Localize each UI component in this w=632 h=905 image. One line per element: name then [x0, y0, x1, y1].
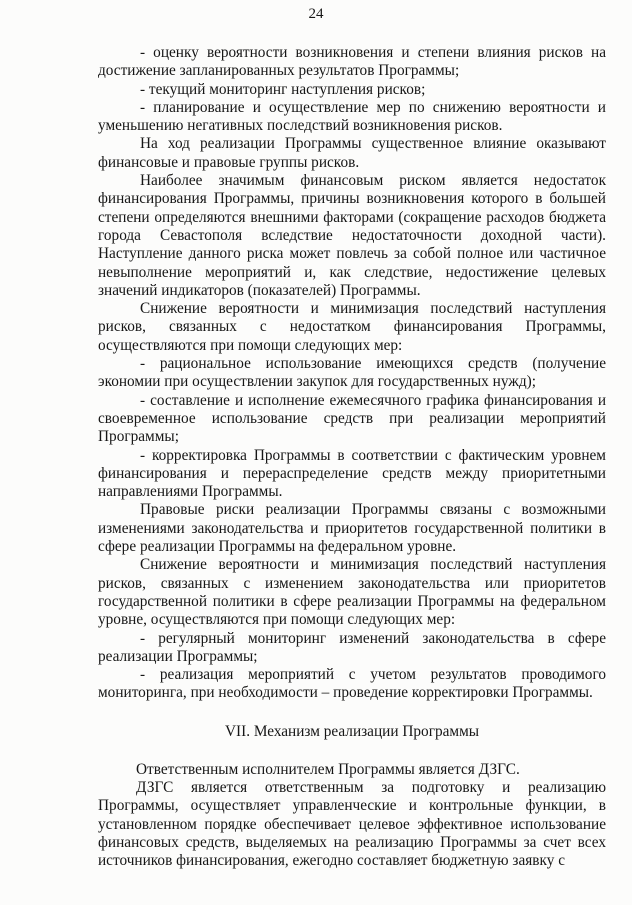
paragraph-dzgs-responsibilities: ДЗГС является ответственным за подготовку и реализацию Программы, осуществляет управленческие и контрольные функции, в установленном порядке обеспечивает целевое эффективное использование финансовых средств, выделяемых на реализацию Программы за счет всех источников финансирования, ежегодно составляет бюджетную заявку с [98, 778, 606, 870]
paragraph-financial-risk: Наиболее значимым финансовым риском является недостаток финансирования Программы, причины возникновения которого в большей степени определяются внешними факторами (сокращение расходов бюджета города Севастополя вследствие недостаточности доходной части). Наступление данного риска может повлечь за собой полное или частичное невыполнение мероприятий и, как следствие, недостижение целевых значений индикаторов (показателей) Программы. [98, 172, 606, 299]
paragraph-measure-legislation-monitoring: - регулярный мониторинг изменений законодательства в сфере реализации Программы; [98, 629, 606, 665]
paragraph-measure-rational-use: - рациональное использование имеющихся средств (получение экономии при осуществлении закупок для государственных нужд); [98, 355, 606, 391]
paragraph-risk-groups: На ход реализации Программы существенное влияние оказывают финансовые и правовые группы рисков. [98, 135, 606, 171]
paragraph-legal-risk: Правовые риски реализации Программы связаны с возможными изменениями законодательства и приоритетов государственной политики в сфере реализации Программы на федеральном уровне. [98, 501, 606, 556]
paragraph-risk-mitigation-planning: - планирование и осуществление мер по снижению вероятности и уменьшению негативных последствий возникновения рисков. [98, 98, 606, 135]
paragraph-responsible-executor: Ответственным исполнителем Программы является ДЗГС. [136, 760, 520, 778]
paragraph-risk-assessment: - оценку вероятности возникновения и степени влияния рисков на достижение запланированных результатов Программы; [98, 44, 606, 80]
paragraph-risk-monitoring: - текущий мониторинг наступления рисков; [140, 80, 426, 98]
page-number: 24 [308, 6, 324, 22]
paragraph-legal-risk-measures: Снижение вероятности и минимизация последствий наступления рисков, связанных с изменением законодательства или приоритетов государственной политики в сфере реализации Программы на федеральном уровне, осуществляются при помощи следующих мер: [98, 556, 606, 629]
section-heading: VII. Механизм реализации Программы [224, 722, 480, 740]
paragraph-measure-monitoring-results: - реализация мероприятий с учетом результатов проводимого мониторинга, при необходимости – проведение корректировки Программы. [98, 666, 606, 702]
paragraph-measure-program-adjustment: - корректировка Программы в соответствии с фактическим уровнем финансирования и перераспределение средств между приоритетными направлениями Программы. [98, 446, 606, 501]
document-body [98, 44, 606, 870]
paragraph-measure-monthly-schedule: - составление и исполнение ежемесячного графика финансирования и своевременное использование средств при реализации мероприятий Программы; [98, 391, 606, 446]
paragraph-financial-risk-measures: Снижение вероятности и минимизация последствий наступления рисков, связанных с недостатком финансирования Программы, осуществляются при помощи следующих мер: [98, 300, 606, 354]
